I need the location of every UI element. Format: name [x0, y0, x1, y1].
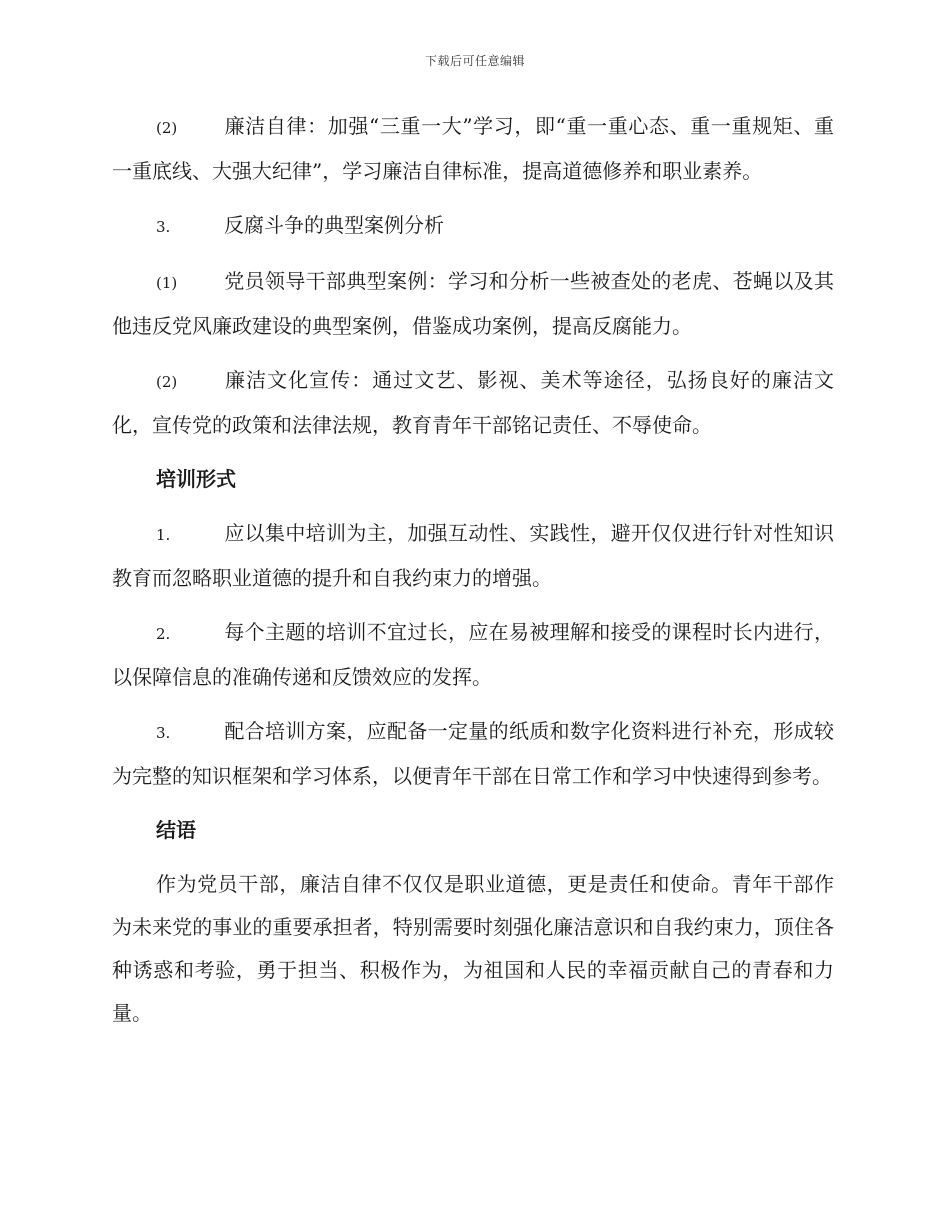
- list-number: 2.: [156, 625, 171, 643]
- list-number: (2): [156, 373, 178, 391]
- list-item-text: 应以集中培训为主，加强互动性、实践性，避开仅仅进行针对性知识教育而忽略职业道德的提升和自我约束力的增强。: [112, 521, 834, 590]
- list-number: (1): [156, 274, 178, 292]
- list-number: 3.: [156, 218, 171, 236]
- list-item: [112, 512, 834, 600]
- conclusion-paragraph: 作为党员干部，廉洁自律不仅仅是职业道德，更是责任和使命。青年干部作为未来党的事业的重要承担者，特别需要时刻强化廉洁意识和自我约束力，顶住各种诱惑和考验，勇于担当、积极作为，为祖国和人民的幸福贡献自己的青春和力量。: [112, 872, 834, 1025]
- list-item: [112, 260, 834, 348]
- list-item-text: 配合培训方案，应配备一定量的纸质和数字化资料进行补充，形成较为完整的知识框架和学习体系，以便青年干部在日常工作和学习中快速得到参考。: [112, 719, 834, 788]
- list-item: [112, 710, 834, 798]
- list-item-text: 每个主题的培训不宜过长，应在易被理解和接受的课程时长内进行，以保障信息的准确传递和反馈效应的发挥。: [112, 620, 834, 689]
- list-item-text: 廉洁自律：加强“三重一大”学习，即“重一重心态、重一重规矩、重一重底线、大强大纪律”，学习廉洁自律标准，提高道德修养和职业素养。: [112, 114, 834, 183]
- list-item: [112, 359, 834, 447]
- list-item: [112, 611, 834, 699]
- list-item: [112, 204, 834, 249]
- list-item: [112, 105, 834, 193]
- list-number: 1.: [156, 526, 171, 544]
- section-heading-training-format: 培训形式: [156, 467, 236, 491]
- list-item-text: 反腐斗争的典型案例分析: [224, 213, 444, 237]
- list-number: 3.: [156, 724, 171, 742]
- document-body: [112, 105, 834, 1046]
- list-item-text: 党员领导干部典型案例：学习和分析一些被查处的老虎、苍蝇以及其他违反党风廉政建设的典型案例，借鉴成功案例，提高反腐能力。: [112, 269, 834, 338]
- list-item-text: 廉洁文化宣传：通过文艺、影视、美术等途径，弘扬良好的廉洁文化，宣传党的政策和法律法规，教育青年干部铭记责任、不辱使命。: [112, 368, 834, 437]
- section-heading-conclusion: 结语: [156, 818, 196, 842]
- list-number: (2): [156, 119, 178, 137]
- page-header-note: 下载后可任意编辑: [424, 54, 525, 68]
